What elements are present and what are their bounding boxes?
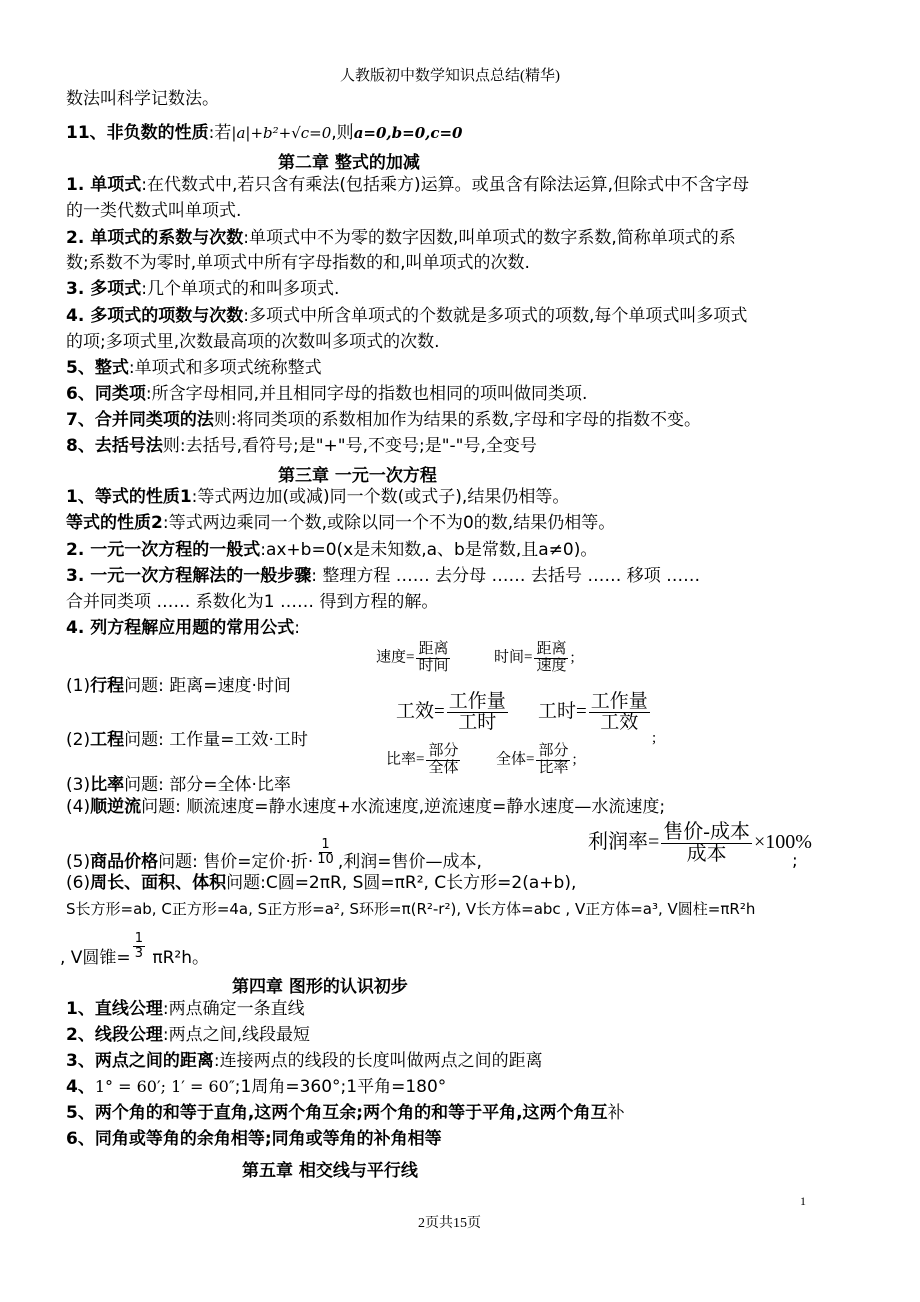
text: 问题: 距离=速度·时间 <box>124 676 291 696</box>
denominator: 速度 <box>536 657 567 674</box>
math: 1° = 60′; 1′ = 60″ <box>94 1077 235 1096</box>
numerator: 距离 <box>418 641 449 657</box>
label: 2. 单项式的系数与次数 <box>66 228 244 248</box>
then: ,则 <box>331 123 354 143</box>
label: 6、同类项 <box>66 384 146 404</box>
r2-formula-efficiency <box>396 692 510 733</box>
text: :所含字母相同,并且相同字母的指数也相同的项叫做同类项. <box>145 384 588 404</box>
text: 问题: 工作量=工效·工时 <box>124 730 308 750</box>
label: 行程 <box>90 676 125 696</box>
r3-formula-ratio <box>386 744 462 777</box>
text-b: πR²h。 <box>146 948 210 969</box>
label: 比率 <box>90 775 125 795</box>
numerator: 工作量 <box>590 691 648 712</box>
p2a <box>66 227 736 249</box>
q2 <box>66 539 597 561</box>
label: 5、整式 <box>66 358 129 378</box>
label: 周长、面积、体积 <box>90 873 227 893</box>
text: :等式两边加(或减)同一个数(或式子),结果仍相等。 <box>191 487 570 507</box>
end: ; <box>572 751 577 768</box>
chapter-2-title: 第二章 整式的加减 <box>278 153 420 173</box>
text: :连接两点的线段的长度叫做两点之间的距离 <box>213 1051 543 1071</box>
fraction <box>589 692 650 733</box>
pre: (1) <box>66 676 91 696</box>
text: : 整理方程 …… 去分母 …… 去括号 …… 移项 …… <box>311 566 701 586</box>
r7: S长方形=ab, C正方形=4a, S正方形=a², S环形=π(R²-r²), V长方体=abc , V正方体=a³, V圆柱=πR²h <box>66 900 756 918</box>
pre: (4) <box>66 797 91 817</box>
text-a: , V圆锥= <box>60 948 131 969</box>
pre: (3) <box>66 775 91 795</box>
r1-formula-time <box>494 642 575 675</box>
text: 则:将同类项的系数相加作为结果的系数,字母和字母的指数不变。 <box>213 410 701 430</box>
lhs: 速度= <box>376 649 415 666</box>
fraction <box>534 642 568 675</box>
r1-formula-speed <box>376 642 452 675</box>
r1 <box>66 675 291 697</box>
p6 <box>66 383 587 405</box>
text: 问题:C圆=2πR, S圆=πR², C长方形=2(a+b), <box>226 873 577 893</box>
text-b: ,利润=售价—成本, <box>337 852 482 873</box>
numerator: 工作量 <box>448 691 506 712</box>
label: 2、线段公理 <box>66 1025 163 1045</box>
q3b: 合并同类项 …… 系数化为1 …… 得到方程的解。 <box>66 592 439 612</box>
text: :等式两边乘同一个数,或除以同一个不为0的数,结果仍相等。 <box>162 513 616 533</box>
p1a <box>66 174 749 196</box>
label: 商品价格 <box>90 852 159 873</box>
pre: (5) <box>66 852 91 873</box>
text: 问题: 售价=定价·折· <box>158 852 314 873</box>
text: 则:去括号,看符号;是"+"号,不变号;是"-"号,全变号 <box>162 436 537 456</box>
lhs: 工效= <box>396 700 445 722</box>
text: :多项式中所含单项式的个数就是多项式的项数,每个单项式叫多项式 <box>243 306 748 326</box>
label: 等式的性质2 <box>66 513 163 533</box>
s5 <box>66 1102 625 1124</box>
fraction <box>426 744 460 777</box>
r3 <box>66 774 291 796</box>
denominator: 工时 <box>458 711 497 733</box>
lhs: 全体= <box>496 751 535 768</box>
q4 <box>66 617 300 639</box>
label: 工程 <box>90 730 125 750</box>
label: 3. 多项式 <box>66 279 142 299</box>
label: 4、 <box>66 1077 95 1097</box>
r6 <box>66 872 576 894</box>
lhs: 时间= <box>494 649 533 666</box>
s4 <box>66 1076 446 1098</box>
numerator: 部分 <box>538 743 569 759</box>
page-footer: 2页共15页 <box>418 1216 481 1231</box>
text: :单项式中不为零的数字因数,叫单项式的数字系数,简称单项式的系 <box>243 228 736 248</box>
p5 <box>66 357 322 379</box>
label: 7、合并同类项的法 <box>66 410 214 430</box>
q3a <box>66 565 700 587</box>
q1 <box>66 486 569 508</box>
label: 4. 列方程解应用题的常用公式 <box>66 618 295 638</box>
lhs: 工时= <box>538 700 587 722</box>
result: a=0,b=0,c=0 <box>353 124 463 142</box>
fraction <box>661 822 752 865</box>
chapter-3-title: 第三章 一元一次方程 <box>278 466 437 486</box>
fraction <box>536 744 570 777</box>
nonneg-property <box>66 122 463 144</box>
numerator: 售价-成本 <box>663 821 750 843</box>
r2-formula-hours <box>538 692 652 733</box>
s3 <box>66 1050 543 1072</box>
page-corner-mark: 1 <box>800 1194 806 1208</box>
r2 <box>66 729 308 751</box>
text: :几个单项式的和叫多项式. <box>141 279 340 299</box>
label: 8、去括号法 <box>66 436 163 456</box>
text-b: 互余 <box>322 1103 357 1123</box>
text: :两点确定一条直线 <box>162 999 305 1019</box>
text: 问题: 顺流速度=静水速度+水流速度,逆流速度=静水速度—水流速度; <box>141 797 666 817</box>
label: 2. 一元一次方程的一般式 <box>66 540 261 560</box>
q1b <box>66 512 615 534</box>
chapter-5-title: 第五章 相交线与平行线 <box>242 1161 418 1181</box>
text: :若 <box>208 123 232 143</box>
lhs: 利润率= <box>588 831 660 854</box>
label: 1. 单项式 <box>66 175 142 195</box>
text: :单项式和多项式统称整式 <box>128 358 322 378</box>
page-header: 人教版初中数学知识点总结(精华) <box>340 68 560 84</box>
lhs: 比率= <box>386 751 425 768</box>
fraction <box>447 692 508 733</box>
text-c: ;两个角的和等于平角,这两个角 <box>356 1103 591 1123</box>
denominator: 成本 <box>686 843 727 865</box>
numerator: 1 <box>321 837 330 852</box>
text-d: 互 <box>590 1103 608 1123</box>
r5-profit-rate <box>588 822 812 865</box>
numerator: 距离 <box>536 641 567 657</box>
numerator: 1 <box>134 931 143 946</box>
text: : <box>294 618 300 638</box>
denominator: 10 <box>317 851 334 867</box>
tail: ×100% <box>753 831 812 854</box>
p3 <box>66 278 339 300</box>
line-sci-notation: 数法叫科学记数法。 <box>66 89 219 109</box>
cone-fraction <box>133 932 145 960</box>
formula: |a|+b²+√c=0 <box>231 124 332 142</box>
pre: (6) <box>66 873 91 893</box>
r2-end: ; <box>652 730 657 746</box>
text: :在代数式中,若只含有乘法(包括乘方)运算。或虽含有除法运算,但除式中不含字母 <box>141 175 750 195</box>
s1 <box>66 998 305 1020</box>
label: 1、等式的性质1 <box>66 487 192 507</box>
text-a: 5、两个角的和等于直角,这两个角 <box>66 1103 323 1123</box>
s2 <box>66 1024 310 1046</box>
p4a <box>66 305 747 327</box>
r4 <box>66 796 665 818</box>
label: 1、直线公理 <box>66 999 163 1019</box>
text: ;1周角=360°;1平角=180° <box>234 1077 447 1097</box>
p4b: 的项;多项式里,次数最高项的次数叫多项式的次数. <box>66 332 440 352</box>
text-e: 补 <box>607 1103 625 1123</box>
label: 11、非负数的性质 <box>66 123 209 143</box>
chapter-4-title: 第四章 图形的认识初步 <box>232 977 408 997</box>
r8 <box>60 931 210 972</box>
text: 问题: 部分=全体·比率 <box>124 775 291 795</box>
label: 4. 多项式的项数与次数 <box>66 306 244 326</box>
numerator: 部分 <box>428 743 459 759</box>
end: ; <box>570 649 575 666</box>
denominator: 工效 <box>600 711 639 733</box>
fraction <box>416 642 450 675</box>
p7 <box>66 409 701 431</box>
label: 顺逆流 <box>90 797 142 817</box>
r3-formula-whole <box>496 744 577 777</box>
denominator: 比率 <box>538 759 569 776</box>
discount-fraction <box>315 838 336 866</box>
s6: 6、同角或等角的余角相等;同角或等角的补角相等 <box>66 1129 442 1149</box>
p1b: 的一类代数式叫单项式. <box>66 201 242 221</box>
pre: (2) <box>66 730 91 750</box>
label: 3. 一元一次方程解法的一般步骤 <box>66 566 312 586</box>
denominator: 3 <box>134 945 143 961</box>
text: :ax+b=0(x是未知数,a、b是常数,且a≠0)。 <box>260 540 598 560</box>
p2b: 数;系数不为零时,单项式中所有字母指数的和,叫单项式的次数. <box>66 253 530 273</box>
label: 3、两点之间的距离 <box>66 1051 214 1071</box>
r5-end: ; <box>792 851 798 871</box>
p8 <box>66 435 537 457</box>
denominator: 时间 <box>418 657 449 674</box>
denominator: 全体 <box>428 759 459 776</box>
text: :两点之间,线段最短 <box>162 1025 310 1045</box>
